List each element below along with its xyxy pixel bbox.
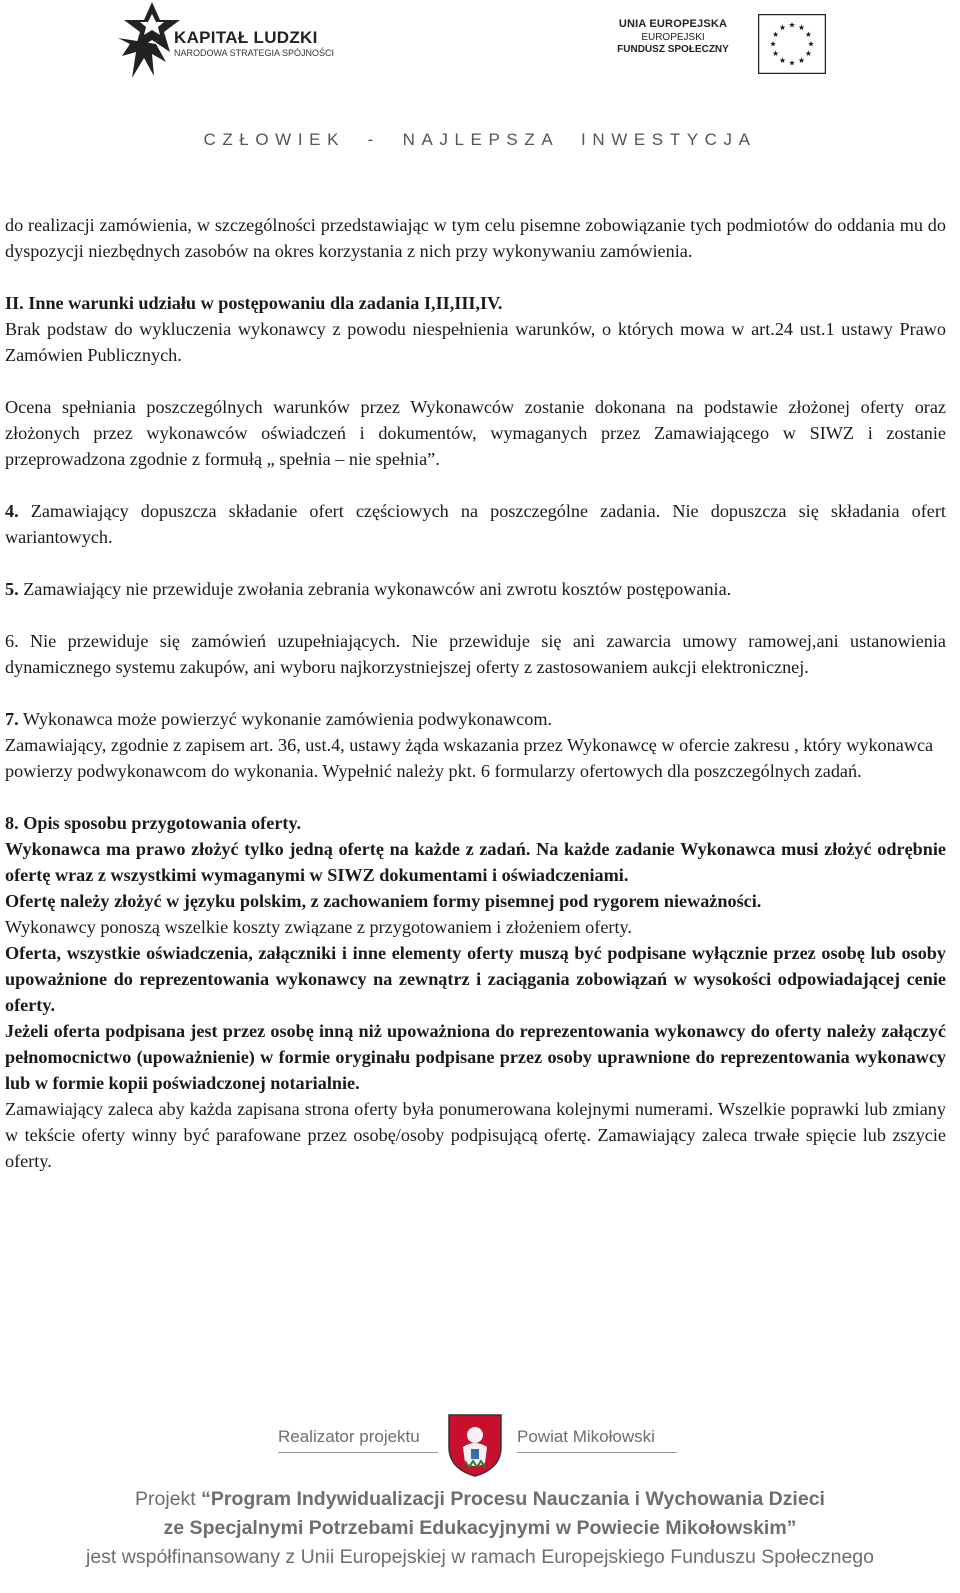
- eu-title: UNIA EUROPEJSKA: [618, 18, 728, 30]
- section-2-heading: II. Inne warunki udziału w postępowaniu dla zadania I,II,III,IV.: [5, 293, 503, 313]
- footer-rule-right: [517, 1452, 677, 1453]
- page-header: [0, 0, 960, 170]
- realizator-label: Realizator projektu: [278, 1427, 420, 1446]
- paragraph-4: 4. Zamawiający dopuszcza składanie ofert częściowych na poszczególne zadania. Nie dopuszcza się składania ofert wariantowych.: [5, 501, 946, 547]
- section-8-heading: 8. Opis sposobu przygotowania oferty.: [5, 813, 302, 833]
- footer-rule-left: [278, 1452, 438, 1453]
- paragraph-ocena: Ocena spełniania poszczególnych warunków przez Wykonawców zostanie dokonana na podstawie złożonej oferty oraz złożonych przez wykonawców oświadczeń i dokumentów, wymaganych przez Zamawiającego w SIWZ i zostanie przeprowadzona zgodnie z formułą „ spełnia – nie spełnia”.: [5, 397, 946, 469]
- section-8-bold-1: Wykonawca ma prawo złożyć tylko jedną ofertę na każde z zadań. Na każde zadanie Wykonawca musi złożyć odrębnie ofertę wraz z wszystkimi wymaganymi w SIWZ dokumentami i oświadczeniami.: [5, 839, 946, 885]
- eu-fund-line1: EUROPEJSKI: [641, 32, 705, 43]
- paragraph-7-line1: 7. Wykonawca może powierzyć wykonanie zamówienia podwykonawcom.: [5, 709, 553, 729]
- powiat-label: Powiat Mikołowski: [517, 1427, 655, 1446]
- section-8-bold-2: Ofertę należy złożyć w języku polskim, z zachowaniem formy pisemnej pod rygorem nieważności.: [5, 891, 762, 911]
- section-8-normal-2: Zamawiający zaleca aby każda zapisana strona oferty była ponumerowana kolejnymi numerami. Wszelkie poprawki lub zmiany w tekście oferty winny być parafowane przez osobę/osoby podpisującą ofertę. Zamawiający zaleca trwałe spięcie lub zszycie oferty.: [5, 1099, 946, 1171]
- project-description: [0, 1485, 960, 1572]
- kapital-ludzki-subtitle: NARODOWA STRATEGIA SPÓJNOŚCI: [174, 48, 335, 58]
- kapital-ludzki-logo: [108, 0, 348, 80]
- project-funding-line: jest współfinansowany z Unii Europejskiej w ramach Europejskiego Funduszu Społecznego: [86, 1546, 874, 1568]
- document-body: [5, 212, 946, 1174]
- page-footer: [0, 1405, 960, 1593]
- paragraph-6: 6. Nie przewiduje się zamówień uzupełniających. Nie przewiduje się ani zawarcia umowy ramowej,ani ustanowienia dynamicznego systemu zakupów, ani wyboru najkorzystniejszej oferty z zastosowaniem aukcji elektronicznej.: [5, 631, 946, 677]
- kapital-ludzki-star-icon: [108, 0, 180, 80]
- paragraph-5: 5. Zamawiający nie przewiduje zwołania zebrania wykonawców ani zwrotu kosztów postępowania.: [5, 579, 732, 599]
- section-2-text: Brak podstaw do wykluczenia wykonawcy z powodu niespełnienia warunków, o których mowa w art.24 ust.1 ustawy Prawo Zamówien Publicznych.: [5, 319, 946, 365]
- paragraph-intro: do realizacji zamówienia, w szczególności przedstawiając w tym celu pisemne zobowiązanie tych podmiotów do oddania mu do dyspozycji niezbędnych zasobów na okres korzystania z nich przy wykonywaniu zamówienia.: [5, 215, 946, 261]
- eu-fund-line2: FUNDUSZ SPOŁECZNY: [617, 44, 729, 55]
- eu-flag-icon: [758, 14, 826, 74]
- eu-logo: [608, 14, 832, 76]
- section-8-normal-1: Wykonawcy ponoszą wszelkie koszty związane z przygotowaniem i złożeniem oferty.: [5, 917, 632, 937]
- project-title-line2: ze Specjalnymi Potrzebami Edukacyjnymi w Powiecie Mikołowskim”: [163, 1517, 797, 1539]
- section-8-bold-4: Jeżeli oferta podpisana jest przez osobę inną niż upoważniona do reprezentowania wykonawcy do oferty należy załączyć pełnomocnictwo (upoważnienie) w formie oryginału podpisane przez osoby uprawnione do reprezentowania wykonawcy lub w formie kopii poświadczonej notarialnie.: [5, 1021, 946, 1093]
- project-title-line1: Projekt “Program Indywidualizacji Procesu Nauczania i Wychowania Dzieci: [135, 1488, 825, 1510]
- kapital-ludzki-title: KAPITAŁ LUDZKI: [174, 28, 318, 47]
- section-8-bold-3: Oferta, wszystkie oświadczenia, załączniki i inne elementy oferty muszą być podpisane wyłącznie przez osobę lub osoby upoważnione do reprezentowania wykonawcy na zewnątrz i zaciągania zobowiązań w wysokości odpowiadającej cenie oferty.: [5, 943, 946, 1015]
- coat-of-arms-icon: [447, 1413, 503, 1477]
- motto-banner: CZŁOWIEK - NAJLEPSZA INWESTYCJA: [203, 130, 757, 149]
- paragraph-7-line2: Zamawiający, zgodnie z zapisem art. 36, ust.4, ustawy żąda wskazania przez Wykonawcę w ofercie zakresu , który wykonawca powierzy podwykonawcom do wykonania. Wypełnić należy pkt. 6 formularzy ofertowych dla poszczególnych zadań.: [5, 735, 934, 781]
